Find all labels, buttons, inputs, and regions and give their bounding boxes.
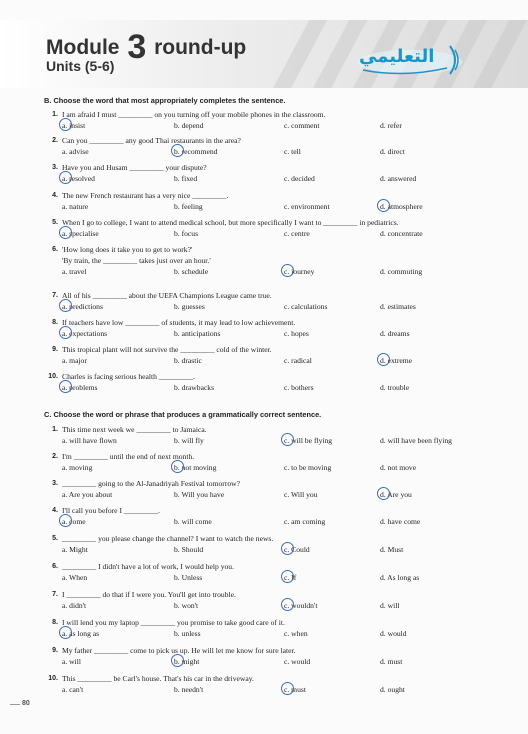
- question-text: All of his _________ about the UEFA Champions League came true.: [62, 291, 272, 300]
- answer-options: [44, 147, 504, 158]
- question-text: _________ I didn't have a lot of work, I would help you.: [62, 562, 234, 571]
- section-c-title: C. Choose the word or phrase that produces a grammatically correct sentence.: [44, 410, 322, 419]
- question-number: 9.: [52, 346, 58, 353]
- question-item: [44, 163, 504, 185]
- answer-option[interactable]: c. If: [284, 573, 297, 582]
- answer-option[interactable]: d. concentrate: [380, 229, 423, 238]
- answer-option[interactable]: b. Should: [174, 545, 204, 554]
- answer-option[interactable]: c. to be moving: [284, 463, 332, 472]
- question-text: I am afraid I must _________ on you turning off your mobile phones in the classroom.: [62, 110, 326, 119]
- answer-option[interactable]: c. centre: [284, 229, 310, 238]
- question-line: [44, 452, 504, 463]
- answer-option[interactable]: a. Are you about: [62, 490, 113, 499]
- answer-options: [44, 463, 504, 474]
- question-line: [44, 318, 504, 329]
- question-line: [44, 562, 504, 573]
- site-logo: [355, 42, 465, 76]
- question-text: The new French restaurant has a very nice _________.: [62, 191, 229, 200]
- answer-option[interactable]: b. drawbacks: [174, 383, 215, 392]
- question-line: [44, 590, 504, 601]
- answer-option[interactable]: d. atmosphere: [380, 202, 423, 211]
- question-number: 8.: [52, 619, 58, 626]
- answer-option[interactable]: a. predictions: [62, 302, 103, 311]
- answer-option[interactable]: b. will fly: [174, 436, 204, 445]
- answer-option[interactable]: c. Will you: [284, 490, 318, 499]
- question-number: 4.: [52, 507, 58, 514]
- answer-options: [44, 174, 504, 185]
- answer-option[interactable]: c. tell: [284, 147, 301, 156]
- question-text: I _________ do that if I were you. You'll get into trouble.: [62, 590, 236, 599]
- question-number: 1.: [52, 111, 58, 118]
- question-line: [44, 163, 504, 174]
- question-number: 9.: [52, 647, 58, 654]
- answer-circle-mark: [59, 626, 72, 639]
- answer-options: [44, 356, 504, 367]
- question-text: _________ you please change the channel? I want to watch the news.: [62, 534, 274, 543]
- question-number: 8.: [52, 319, 58, 326]
- answer-option[interactable]: c. wouldn't: [284, 601, 318, 610]
- answer-option[interactable]: b. needn't: [174, 685, 204, 694]
- answer-options: [44, 436, 504, 447]
- title-roundup-word: round-up: [154, 36, 247, 59]
- answer-option[interactable]: d. extreme: [380, 356, 413, 365]
- answer-option[interactable]: b. recommend: [174, 147, 218, 156]
- page-number-rule: [10, 704, 20, 705]
- answer-options: [44, 383, 504, 394]
- question-item: [44, 191, 504, 213]
- question-line: [44, 110, 504, 121]
- question-item: [44, 590, 504, 612]
- question-number: 10.: [48, 675, 58, 682]
- question-line: [44, 618, 504, 629]
- question-item: [44, 318, 504, 340]
- question-text: Charles is facing serious health _________.: [62, 372, 195, 381]
- question-text: This time next week we _________ to Jamaica.: [62, 425, 207, 434]
- answer-option[interactable]: d. not move: [380, 463, 417, 472]
- question-text: _________ going to the Al-Janadriyah Festival tomorrow?: [62, 479, 241, 488]
- answer-option[interactable]: a. problems: [62, 383, 98, 392]
- answer-option[interactable]: b. won't: [174, 601, 199, 610]
- answer-option[interactable]: a. major: [62, 356, 87, 365]
- answer-options: [44, 573, 504, 584]
- answer-option[interactable]: d. estimates: [380, 302, 416, 311]
- answer-option[interactable]: d. direct: [380, 147, 405, 156]
- answer-option[interactable]: d. Must: [380, 545, 404, 554]
- question-line: [44, 425, 504, 436]
- answer-option[interactable]: d. As long as: [380, 573, 420, 582]
- answer-option[interactable]: c. hopes: [284, 329, 309, 338]
- title-module-number: 3: [127, 28, 147, 66]
- answer-circle-mark: [59, 299, 72, 312]
- question-item: [44, 291, 504, 313]
- answer-option[interactable]: b. Will you have: [174, 490, 225, 499]
- answer-option[interactable]: d. trouble: [380, 383, 410, 392]
- answer-option[interactable]: a. nature: [62, 202, 89, 211]
- answer-option[interactable]: d. commuting: [380, 267, 423, 276]
- answer-option[interactable]: d. dreams: [380, 329, 410, 338]
- question-item: [44, 452, 504, 474]
- answer-option[interactable]: a. travel: [62, 267, 87, 276]
- answer-option[interactable]: c. journey: [284, 267, 315, 276]
- answer-options: [44, 629, 504, 640]
- answer-option[interactable]: d. refer: [380, 121, 402, 130]
- question-line: [44, 218, 504, 229]
- answer-circle-mark: [171, 654, 184, 667]
- question-line: [44, 372, 504, 383]
- question-item: [44, 425, 504, 447]
- question-line: [44, 245, 504, 256]
- question-item: [44, 372, 504, 394]
- answer-circle-mark: [281, 542, 294, 555]
- answer-option[interactable]: d. answered: [380, 174, 417, 183]
- answer-circle-mark: [281, 264, 294, 277]
- answer-option[interactable]: a. advise: [62, 147, 89, 156]
- question-line: [44, 479, 504, 490]
- question-number: 5.: [52, 535, 58, 542]
- answer-option[interactable]: c. will be flying: [284, 436, 333, 445]
- answer-option[interactable]: d. Are you: [380, 490, 412, 499]
- answer-circle-mark: [59, 514, 72, 527]
- answer-circle-mark: [377, 487, 390, 500]
- question-text: This tropical plant will not survive the _________ cold of the winter.: [62, 345, 272, 354]
- question-text: I'll call you before I _________.: [62, 506, 160, 515]
- answer-circle-mark: [59, 226, 72, 239]
- question-line: [44, 291, 504, 302]
- answer-option[interactable]: d. will: [380, 601, 400, 610]
- answer-options: [44, 302, 504, 313]
- answer-circle-mark: [171, 460, 184, 473]
- question-line: [44, 191, 504, 202]
- answer-option[interactable]: c. decided: [284, 174, 315, 183]
- question-text: 'By train, the _________ takes just over an hour.': [62, 256, 211, 265]
- question-item: [44, 345, 504, 367]
- question-item: [44, 618, 504, 640]
- question-line: [44, 136, 504, 147]
- question-line: [44, 534, 504, 545]
- question-number: 6.: [52, 246, 58, 253]
- answer-options: [44, 490, 504, 501]
- answer-option[interactable]: a. come: [62, 517, 86, 526]
- answer-option[interactable]: c. calculations: [284, 302, 328, 311]
- answer-option[interactable]: d. must: [380, 657, 403, 666]
- answer-options: [44, 202, 504, 213]
- answer-option[interactable]: b. unless: [174, 629, 201, 638]
- answer-options: [44, 685, 504, 696]
- answer-option[interactable]: c. radical: [284, 356, 312, 365]
- question-item: [44, 646, 504, 668]
- question-line: [44, 674, 504, 685]
- answer-option[interactable]: b. guesses: [174, 302, 205, 311]
- answer-circle-mark: [281, 433, 294, 446]
- answer-option[interactable]: a. When: [62, 573, 88, 582]
- question-item: [44, 136, 504, 158]
- answer-option[interactable]: a. as long as: [62, 629, 100, 638]
- question-number: 2.: [52, 453, 58, 460]
- answer-option[interactable]: c. must: [284, 685, 306, 694]
- question-text: If teachers have low _________ of students, it may lead to low achievement.: [62, 318, 296, 327]
- answer-option[interactable]: b. schedule: [174, 267, 209, 276]
- answer-option[interactable]: b. Unless: [174, 573, 203, 582]
- answer-option[interactable]: b. focus: [174, 229, 199, 238]
- question-text: Can you _________ any good Thai restaurants in the area?: [62, 136, 241, 145]
- question-item: [44, 218, 504, 240]
- question-number: 3.: [52, 164, 58, 171]
- logo-text: التعليمي: [359, 46, 435, 67]
- question-text: When I go to college, I want to attend medical school, but more specifically I want to _________ in pediatrics.: [62, 218, 399, 227]
- answer-circle-mark: [59, 171, 72, 184]
- answer-circle-mark: [171, 144, 184, 157]
- question-text: I will lend you my laptop _________ you promise to take good care of it.: [62, 618, 285, 627]
- question-number: 3.: [52, 480, 58, 487]
- answer-option[interactable]: d. will have been flying: [380, 436, 452, 445]
- answer-option[interactable]: a. moving: [62, 463, 93, 472]
- answer-option[interactable]: d. ought: [380, 685, 405, 694]
- answer-option[interactable]: a. insist: [62, 121, 86, 130]
- answer-option[interactable]: c. comment: [284, 121, 320, 130]
- question-text: This _________ be Carl's house. That's his car in the driveway.: [62, 674, 254, 683]
- answer-option[interactable]: c. bothers: [284, 383, 314, 392]
- answer-option[interactable]: a. will have flown: [62, 436, 117, 445]
- answer-option[interactable]: a. expectations: [62, 329, 108, 338]
- answer-option[interactable]: b. not moving: [174, 463, 217, 472]
- question-item: [44, 562, 504, 584]
- answer-option[interactable]: d. would: [380, 629, 407, 638]
- answer-option[interactable]: c. when: [284, 629, 308, 638]
- question-number: 7.: [52, 292, 58, 299]
- answer-circle-mark: [377, 353, 390, 366]
- answer-option[interactable]: a. Might: [62, 545, 88, 554]
- question-text: My father _________ come to pick us up. He will let me know for sure later.: [62, 646, 296, 655]
- answer-options: [44, 229, 504, 240]
- question-line: [44, 345, 504, 356]
- question-item: [44, 245, 504, 278]
- question-number: 1.: [52, 426, 58, 433]
- question-line: [44, 506, 504, 517]
- answer-options: [44, 517, 504, 528]
- question-text: I'm _________ until the end of next month.: [62, 452, 195, 461]
- title-module-word: Module: [46, 36, 120, 59]
- answer-option[interactable]: a. resolved: [62, 174, 95, 183]
- answer-option[interactable]: b. will come: [174, 517, 212, 526]
- answer-options: [44, 121, 504, 132]
- answer-circle-mark: [377, 199, 390, 212]
- question-number: 6.: [52, 563, 58, 570]
- answer-option[interactable]: b. anticipations: [174, 329, 221, 338]
- answer-option[interactable]: b. drastic: [174, 356, 202, 365]
- question-item: [44, 674, 504, 696]
- answer-option[interactable]: b. feeling: [174, 202, 203, 211]
- answer-options: [44, 267, 504, 278]
- answer-options: [44, 601, 504, 612]
- answer-circle-mark: [59, 326, 72, 339]
- answer-options: [44, 329, 504, 340]
- answer-options: [44, 545, 504, 556]
- question-number: 5.: [52, 219, 58, 226]
- answer-option[interactable]: b. might: [174, 657, 200, 666]
- answer-circle-mark: [281, 598, 294, 611]
- question-item: [44, 534, 504, 556]
- question-number: 7.: [52, 591, 58, 598]
- answer-option[interactable]: d. have come: [380, 517, 421, 526]
- answer-circle-mark: [59, 118, 72, 131]
- question-number: 10.: [48, 373, 58, 380]
- answer-option[interactable]: a. can't: [62, 685, 84, 694]
- page-number: 80: [22, 700, 30, 707]
- module-subtitle: Units (5-6): [46, 58, 115, 74]
- answer-option[interactable]: b. depend: [174, 121, 204, 130]
- question-item: [44, 479, 504, 501]
- question-number: 4.: [52, 192, 58, 199]
- answer-circle-mark: [59, 380, 72, 393]
- answer-option[interactable]: a. will: [62, 657, 81, 666]
- question-line: [44, 256, 504, 267]
- answer-circle-mark: [281, 570, 297, 583]
- question-text: Have you and Husam _________ your dispute?: [62, 163, 207, 172]
- answer-option[interactable]: a. didn't: [62, 601, 87, 610]
- question-item: [44, 506, 504, 528]
- question-line: [44, 646, 504, 657]
- answer-option[interactable]: c. environment: [284, 202, 330, 211]
- answer-option[interactable]: c. Could: [284, 545, 310, 554]
- question-number: 2.: [52, 137, 58, 144]
- answer-options: [44, 657, 504, 668]
- question-item: [44, 110, 504, 132]
- answer-option[interactable]: b. fixed: [174, 174, 198, 183]
- answer-option[interactable]: a. specialise: [62, 229, 99, 238]
- answer-option[interactable]: c. am coming: [284, 517, 326, 526]
- section-b-title: B. Choose the word that most appropriately completes the sentence.: [44, 96, 286, 105]
- question-text: 'How long does it take you to get to work?': [62, 245, 193, 254]
- answer-option[interactable]: c. would: [284, 657, 311, 666]
- answer-circle-mark: [281, 682, 294, 695]
